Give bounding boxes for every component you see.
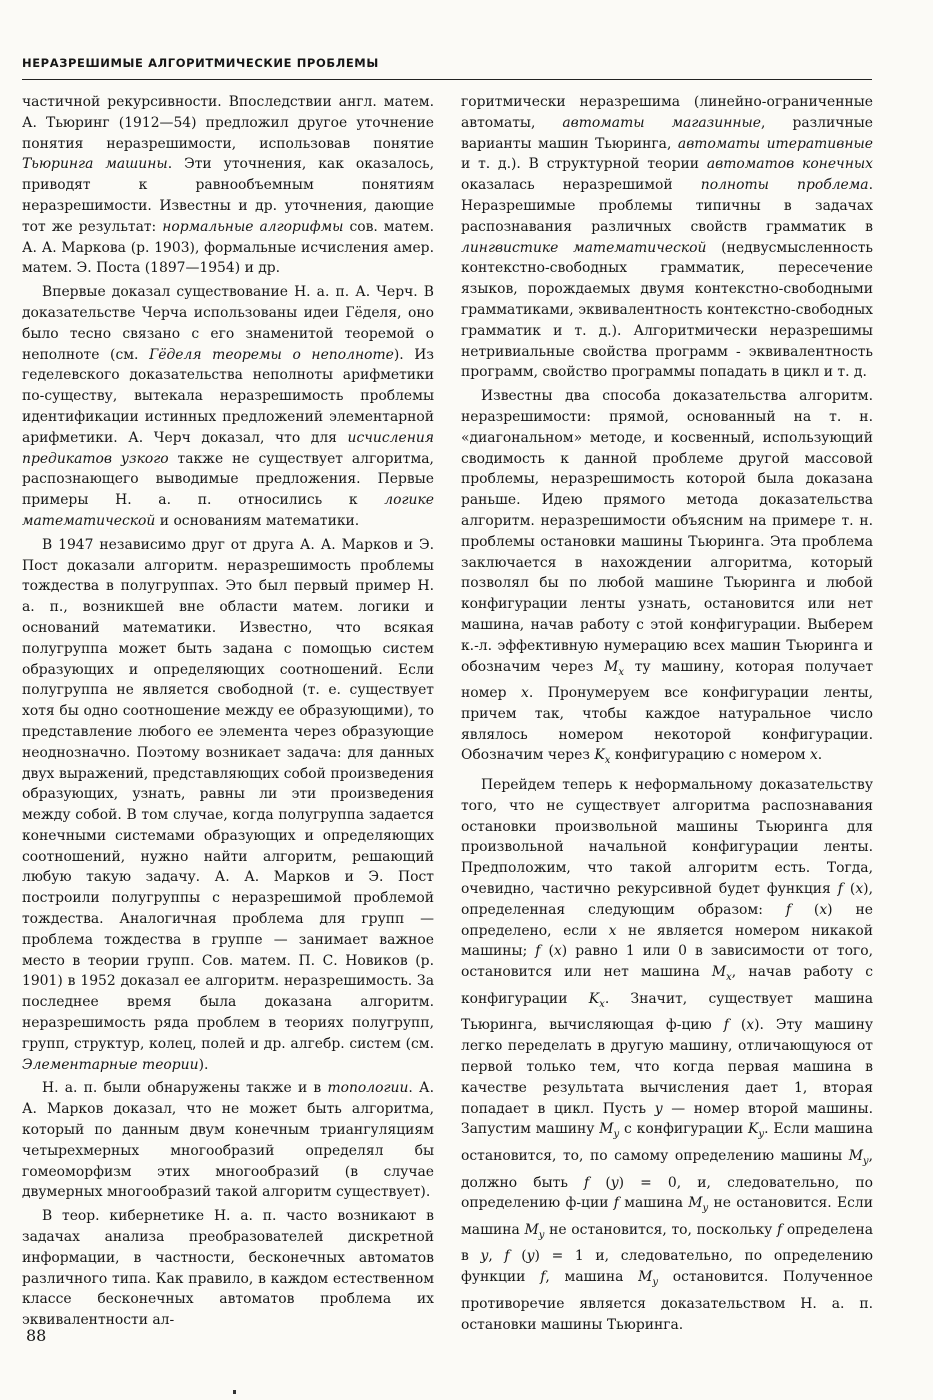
text-run: — номер второй машины. Запустим машину bbox=[461, 1100, 873, 1138]
subscript: y bbox=[613, 1129, 620, 1141]
paragraph-church bbox=[22, 282, 434, 532]
italic-term: M bbox=[638, 1269, 653, 1286]
text-run: В теор. кибернетике Н. а. п. часто возникают в задачах анализа преобразователей дискретной информации, в частности, бесконечных автоматов различного типа. Как правило, в каждом естественном классе бесконечных автоматов проблема их эквивалентности ал- bbox=[22, 1208, 434, 1329]
text-run: В 1947 независимо друг от друга А. А. Марков и Э. Пост доказали алгоритм. неразрешимость проблемы тождества в полугруппах. Это был первый пример Н. а. п., возникшей вне области матем. логики и оснований математики. Известно, что всякая полугруппа может быть задана с помощью систем образующих и определяющих соотношений. Если полугруппа не является свободной (т. е. существует хотя бы одно соотношение между ее образующими), то представление любого ее элемента через образующие неоднозначно. Поэтому возникает задача: для данных двух выражений, представляющих собой произведения образующих, узнать, равны ли эти произведения между собой. В том случае, когда полугруппа задается конечными системами образующих и определяющих соотношений, нужно найти алгоритм, решающий любую такую задачу. А. А. Марков и Э. Пост построили полугруппы с неразрешимой проблемой тождества. Аналогичная проблема для групп — проблема тождества в группе — занимает важное место в теории групп. Сов. матем. П. С. Новиков (р. 1901) в 1952 доказал ее алгоритм. неразрешимость. За последнее время была доказана алгоритм. неразрешимость ряда проблем в теориях полугрупп, групп, структур, колец, полей и др. алгебр. систем (см. bbox=[22, 536, 434, 1052]
italic-term: f bbox=[723, 1017, 729, 1034]
text-run: Известны два способа доказательства алгоритм. неразрешимости: прямой, основанный на т. н. «диагональном» методе, и косвенный, использующий сводимость к данной проблеме другой массовой проблемы, неразрешимость которой была доказана раньше. Идею прямого метода доказательства алгоритм. неразрешимости объясним на примере т. н. проблемы остановки машины Тьюринга. Эта проблема заключается в нахождении алгоритма, который позволял бы по любой машине Тьюринга и любой конфигурации ленты узнать, остановится или нет машина, начав работу с этой конфигурации. Выберем к.-л. эффективную нумерацию всех машин Тьюринга и обозначим через bbox=[461, 388, 873, 675]
italic-term: M bbox=[599, 1121, 614, 1138]
paragraph-topology bbox=[22, 1078, 434, 1203]
italic-term: f bbox=[540, 1269, 546, 1286]
text-run: ) не определено, если bbox=[461, 901, 873, 939]
italic-term: x bbox=[521, 685, 529, 702]
text-run: ( bbox=[589, 1174, 611, 1191]
text-run: Н. а. п. были обнаружены также и в bbox=[42, 1080, 328, 1097]
text-run: , различные варианты машин Тьюринга, bbox=[461, 114, 873, 152]
subscript: x bbox=[604, 755, 611, 767]
text-run: ту машину, которая получает номер bbox=[461, 658, 873, 702]
text-run: оказалась неразрешимой bbox=[461, 177, 701, 194]
italic-term: K bbox=[594, 747, 605, 764]
text-run: также не существует алгоритма, распознающего выводимые предложения. Первые примеры Н. а. п. относились к bbox=[22, 450, 434, 509]
italic-term: f bbox=[777, 1221, 783, 1238]
italic-term: f bbox=[837, 881, 843, 898]
italic-term: f bbox=[535, 943, 541, 960]
italic-term: полноты проблема bbox=[700, 177, 869, 194]
italic-term: x bbox=[819, 901, 828, 918]
text-run: Перейдем теперь к неформальному доказательству того, что не существует алгоритма распознавания остановки произвольной машины Тьюринга для произвольной начальной конфигурации ленты. Предположим, что такой алгоритм есть. Тогда, очевидно, частично рекурсивной будет функция bbox=[461, 777, 873, 898]
subscript: y bbox=[538, 1229, 545, 1241]
italic-term: автоматов конечных bbox=[706, 156, 873, 173]
italic-term: M bbox=[524, 1221, 539, 1238]
italic-term: Элементарные теории bbox=[22, 1056, 199, 1073]
italic-term: Гёделя теоремы о неполноте bbox=[149, 346, 394, 363]
italic-term: f bbox=[504, 1248, 510, 1265]
paragraph-halting-proof bbox=[461, 775, 873, 1335]
text-run: частичной рекурсивности. Впоследствии англ. матем. А. Тьюринг (1912—54) предложил другое уточнение понятия неразрешимости, использовав понятие bbox=[22, 94, 434, 152]
text-run: ( bbox=[509, 1248, 527, 1265]
italic-term: автоматы магазинные bbox=[562, 114, 762, 131]
text-run: определена в bbox=[461, 1221, 874, 1265]
text-run: горитмически неразрешима (линейно-ограниченные автоматы, bbox=[461, 94, 873, 131]
text-run: ). Из геделевского доказательства неполноты арифметики по-существу, вытекала неразрешимость проблемы идентификации истинных предложений элементарной арифметики. А. Черч доказал, что для bbox=[22, 346, 434, 446]
italic-term: исчисления предикатов узкого bbox=[22, 429, 434, 467]
text-run: сов. матем. А. А. Маркова (р. 1903), формальные исчисления амер. матем. Э. Поста (1897—1954) и др. bbox=[22, 218, 435, 277]
text-run: (недвусмысленность контекстно-свободных грамматик, пересечение языков, порождаемых двумя контекстно-свободными грамматиками, эквивалентность контекстно-свободных грамматик и т. д.). Алгоритмически неразрешимы нетривиальные свойства программ - эквивалентность программ, свойство программы попадать в цикл и т. д. bbox=[461, 239, 873, 381]
subscript: y bbox=[652, 1277, 659, 1289]
italic-term: y bbox=[610, 1174, 619, 1191]
text-run: ). bbox=[198, 1056, 209, 1073]
text-run: . Если машина остановится, то, по самому определению машины bbox=[461, 1121, 873, 1164]
italic-term: f bbox=[785, 901, 791, 918]
text-run: ) = 1 и, следовательно, по определению функции bbox=[461, 1248, 873, 1286]
left-column bbox=[22, 92, 434, 1331]
text-run: не остановится. Если машина bbox=[461, 1195, 873, 1238]
text-run: , машина bbox=[545, 1269, 639, 1286]
italic-term: K bbox=[748, 1121, 759, 1138]
header-rule bbox=[22, 79, 872, 80]
subscript: y bbox=[862, 1155, 869, 1167]
subscript: x bbox=[599, 998, 605, 1010]
subscript: x bbox=[726, 972, 732, 984]
italic-term: M bbox=[688, 1195, 703, 1212]
text-run: конфигурацию с номером bbox=[610, 747, 810, 764]
text-run: . bbox=[817, 747, 823, 764]
text-run: ), определенная следующим образом: bbox=[461, 881, 873, 918]
text-run: не является номером никакой машины; bbox=[461, 922, 873, 960]
print-speck bbox=[233, 1390, 236, 1394]
text-run: не остановится, то, поскольку bbox=[544, 1221, 778, 1238]
text-run: ) равно 1 или 0 в зависимости от того, остановится или нет машина bbox=[461, 943, 873, 981]
subscript: y bbox=[758, 1129, 765, 1141]
paragraph-semigroups bbox=[22, 535, 434, 1076]
page-number: 88 bbox=[26, 1326, 47, 1345]
paragraph-proof-methods bbox=[461, 386, 873, 772]
italic-term: K bbox=[588, 990, 600, 1007]
text-run: . Эти уточнения, как оказалось, приводят к равнообъемным понятиям неразрешимости. Известны и др. уточнения, дающие тот же результат: bbox=[22, 156, 434, 235]
italic-term: f bbox=[613, 1195, 619, 1212]
italic-term: логике математической bbox=[22, 492, 434, 529]
text-run: остановится. Полученное противоречие является доказательством Н. а. п. остановки машины Тьюринга. bbox=[461, 1269, 874, 1333]
text-run: , начав работу с конфигурации bbox=[461, 964, 874, 1007]
text-run: . Неразрешимые проблемы типичны в задачах распознавания различных свойств грамматик в bbox=[461, 177, 873, 235]
text-run: , bbox=[488, 1248, 505, 1265]
text-run: машина bbox=[618, 1195, 689, 1212]
italic-term: нормальные алгорифмы bbox=[162, 218, 344, 235]
text-run: . Значит, существует машина Тьюринга, вычисляющая ф-цию bbox=[461, 990, 874, 1034]
text-run: . А. А. Марков доказал, что не может быть алгоритма, который по данным двум конечным триангуляциям четырехмерных многообразий определял бы гомеоморфизм этих многообразий (в случае двумерных многообразий такой алгоритм существует). bbox=[22, 1080, 434, 1201]
text-run: Впервые доказал существование Н. а. п. А. Черч. В доказательстве Черча использованы идеи Гёделя, оно было тесно связано с его знаменитой теоремой о неполноте (см. bbox=[22, 284, 434, 363]
text-run: ( bbox=[728, 1017, 747, 1034]
italic-term: y bbox=[480, 1248, 489, 1265]
text-run: . Пронумеруем все конфигурации ленты, причем так, чтобы каждое натуральное число являлось номером некоторой конфигурации. Обозначим через bbox=[461, 685, 873, 764]
text-run: ) = 0, и, следовательно, по определению ф-ции bbox=[461, 1174, 873, 1212]
text-run: , должно быть bbox=[461, 1147, 873, 1191]
italic-term: Тьюринга машины bbox=[22, 156, 168, 173]
italic-term: топологии bbox=[327, 1080, 409, 1097]
italic-term: x bbox=[746, 1017, 755, 1034]
italic-term: x bbox=[553, 943, 562, 960]
text-run: и основаниям математики. bbox=[155, 512, 360, 529]
italic-term: x bbox=[608, 922, 617, 939]
text-run: ( bbox=[842, 881, 856, 898]
italic-term: y bbox=[654, 1100, 663, 1117]
subscript: x bbox=[618, 666, 624, 678]
paragraph-cybernetics bbox=[22, 1206, 434, 1331]
running-header: НЕРАЗРЕШИМЫЕ АЛГОРИТМИЧЕСКИЕ ПРОБЛЕМЫ bbox=[22, 56, 379, 70]
text-run: с конфигурации bbox=[619, 1121, 749, 1138]
italic-term: x bbox=[809, 747, 818, 764]
right-column bbox=[461, 92, 873, 1335]
italic-term: M bbox=[711, 964, 727, 981]
text-run: и т. д.). В структурной теории bbox=[461, 156, 707, 173]
subscript: y bbox=[702, 1203, 709, 1215]
text-run: ). Эту машину легко переделать в другую машину, отличающуюся от первой только тем, что когда первая машина в качестве результата вычисления дает 1, вторая попадает в цикл. Пусть bbox=[461, 1017, 874, 1117]
paragraph-recursion-refinements bbox=[22, 92, 434, 279]
italic-term: лингвистике математической bbox=[461, 239, 707, 256]
italic-term: автоматы итеративные bbox=[677, 135, 874, 152]
italic-term: M bbox=[604, 658, 619, 675]
paragraph-automata bbox=[461, 92, 873, 383]
italic-term: y bbox=[526, 1248, 535, 1265]
italic-term: x bbox=[855, 881, 864, 898]
text-run: ( bbox=[540, 943, 554, 960]
text-run: ( bbox=[790, 901, 820, 918]
italic-term: M bbox=[848, 1147, 863, 1164]
italic-term: f bbox=[584, 1174, 590, 1191]
